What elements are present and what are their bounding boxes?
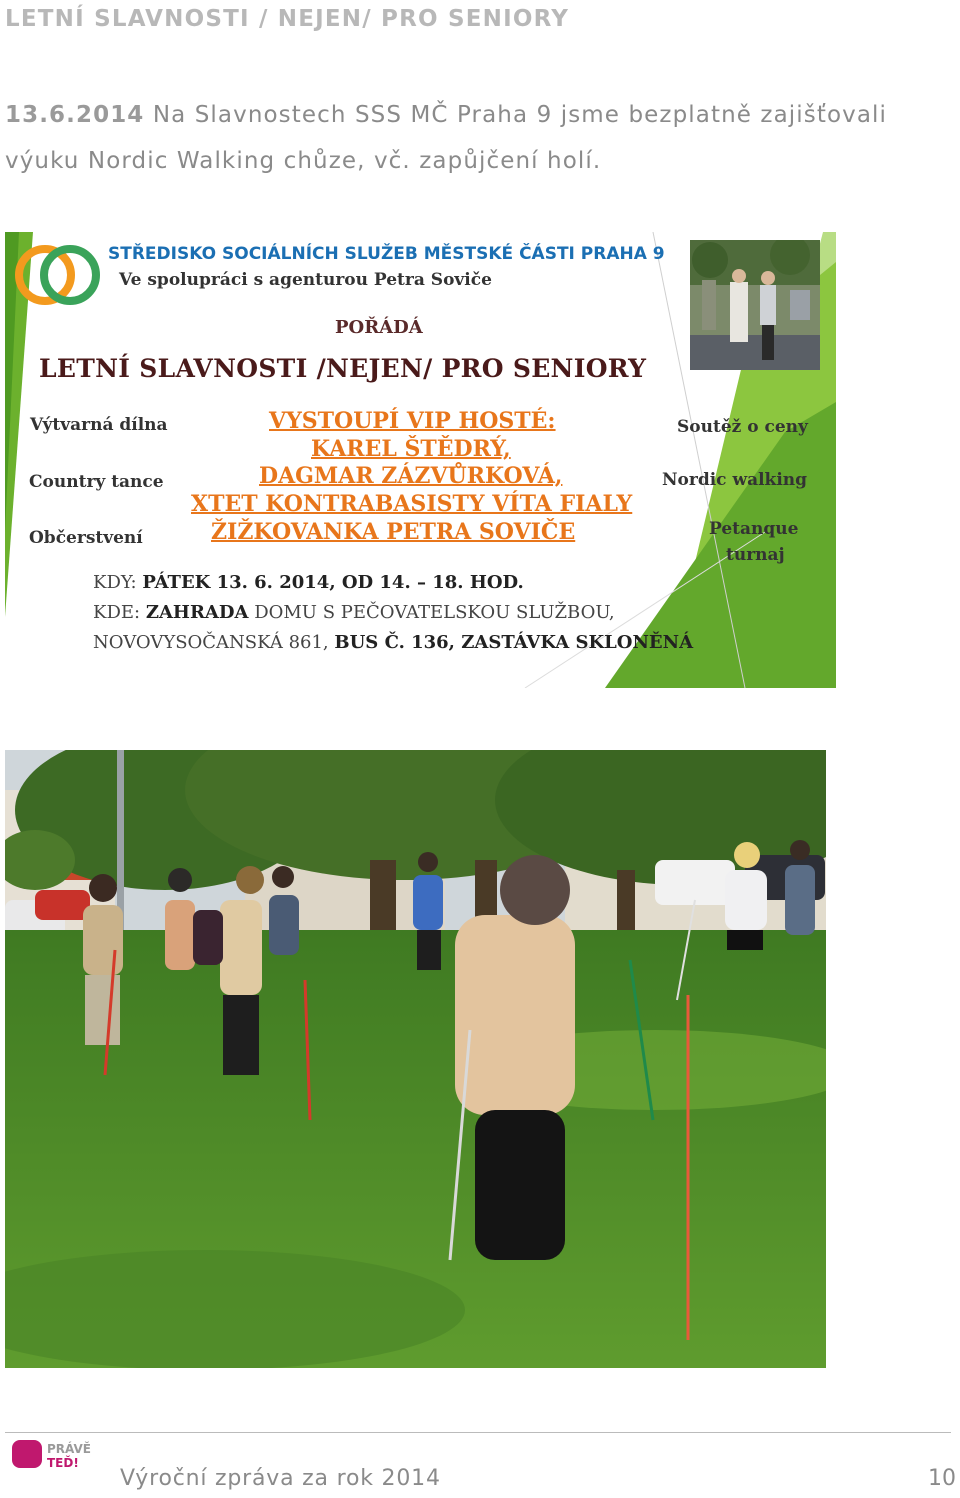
nordic-walking-photo xyxy=(5,750,826,1368)
footer-report-title: Výroční zpráva za rok 2014 xyxy=(120,1466,441,1491)
poster-left-item: Výtvarná dílna xyxy=(30,415,168,435)
poster-right-item: turnaj xyxy=(726,545,785,565)
when-value: PÁTEK 13. 6. 2014, OD 14. – 18. HOD. xyxy=(142,572,524,593)
poster-vip-line: ŽIŽKOVANKA PETRA SOVIČE xyxy=(211,519,576,545)
poster-right-item: Soutěž o ceny xyxy=(677,417,808,437)
when-label: KDY: xyxy=(93,572,137,593)
poster-right-item: Petanque xyxy=(709,519,799,539)
poster-vip-line: DAGMAR ZÁZVŮRKOVÁ, xyxy=(259,463,563,489)
poster-vip-line: VYSTOUPÍ VIP HOSTÉ: xyxy=(269,408,556,434)
prave-ted-logo xyxy=(12,1438,104,1472)
organization-logo xyxy=(15,240,110,310)
address-line: NOVOVYSOČANSKÁ 861, xyxy=(93,632,329,653)
where-bold: ZAHRADA xyxy=(145,602,249,623)
where-label: KDE: xyxy=(93,602,141,623)
poster-right-item: Nordic walking xyxy=(662,470,808,490)
where-value: DOMU S PEČOVATELSKOU SLUŽBOU, xyxy=(254,602,615,623)
poster-organizes: POŘÁDÁ xyxy=(335,317,423,338)
event-date: 13.6.2014 xyxy=(5,102,145,128)
page-number: 10 xyxy=(928,1466,956,1491)
poster-left-item: Country tance xyxy=(29,472,164,492)
event-poster xyxy=(5,232,836,688)
poster-cooperation: Ve spolupráci s agenturou Petra Soviče xyxy=(119,270,492,290)
footer-divider xyxy=(5,1432,951,1433)
address-bold: BUS Č. 136, ZASTÁVKA SKLONĚNÁ xyxy=(334,632,694,653)
svg-text:PRÁVĚ: PRÁVĚ xyxy=(47,1442,91,1456)
poster-vip-line: XTET KONTRABASISTY VÍTA FIALY xyxy=(191,491,633,517)
page-heading: LETNÍ SLAVNOSTI / NEJEN/ PRO SENIORY xyxy=(5,6,570,32)
poster-dancers-photo xyxy=(690,240,820,370)
svg-text:TEĎ!: TEĎ! xyxy=(47,1456,79,1470)
poster-address xyxy=(93,632,693,653)
poster-vip-line: KAREL ŠTĚDRÝ, xyxy=(311,436,511,462)
intro-text: Na Slavnostech SSS MČ Praha 9 jsme bezplatně zajišťovali výuku Nordic Walking chůze, vč. zapůjčení holí. xyxy=(5,102,888,174)
poster-left-item: Občerstvení xyxy=(29,528,143,548)
poster-organization: STŘEDISKO SOCIÁLNÍCH SLUŽEB MĚSTSKÉ ČÁSTI PRAHA 9 xyxy=(108,244,665,264)
poster-title: LETNÍ SLAVNOSTI /NEJEN/ PRO SENIORY xyxy=(39,354,647,383)
poster-when xyxy=(93,572,524,593)
intro-paragraph xyxy=(5,92,960,184)
poster-where xyxy=(93,602,615,623)
